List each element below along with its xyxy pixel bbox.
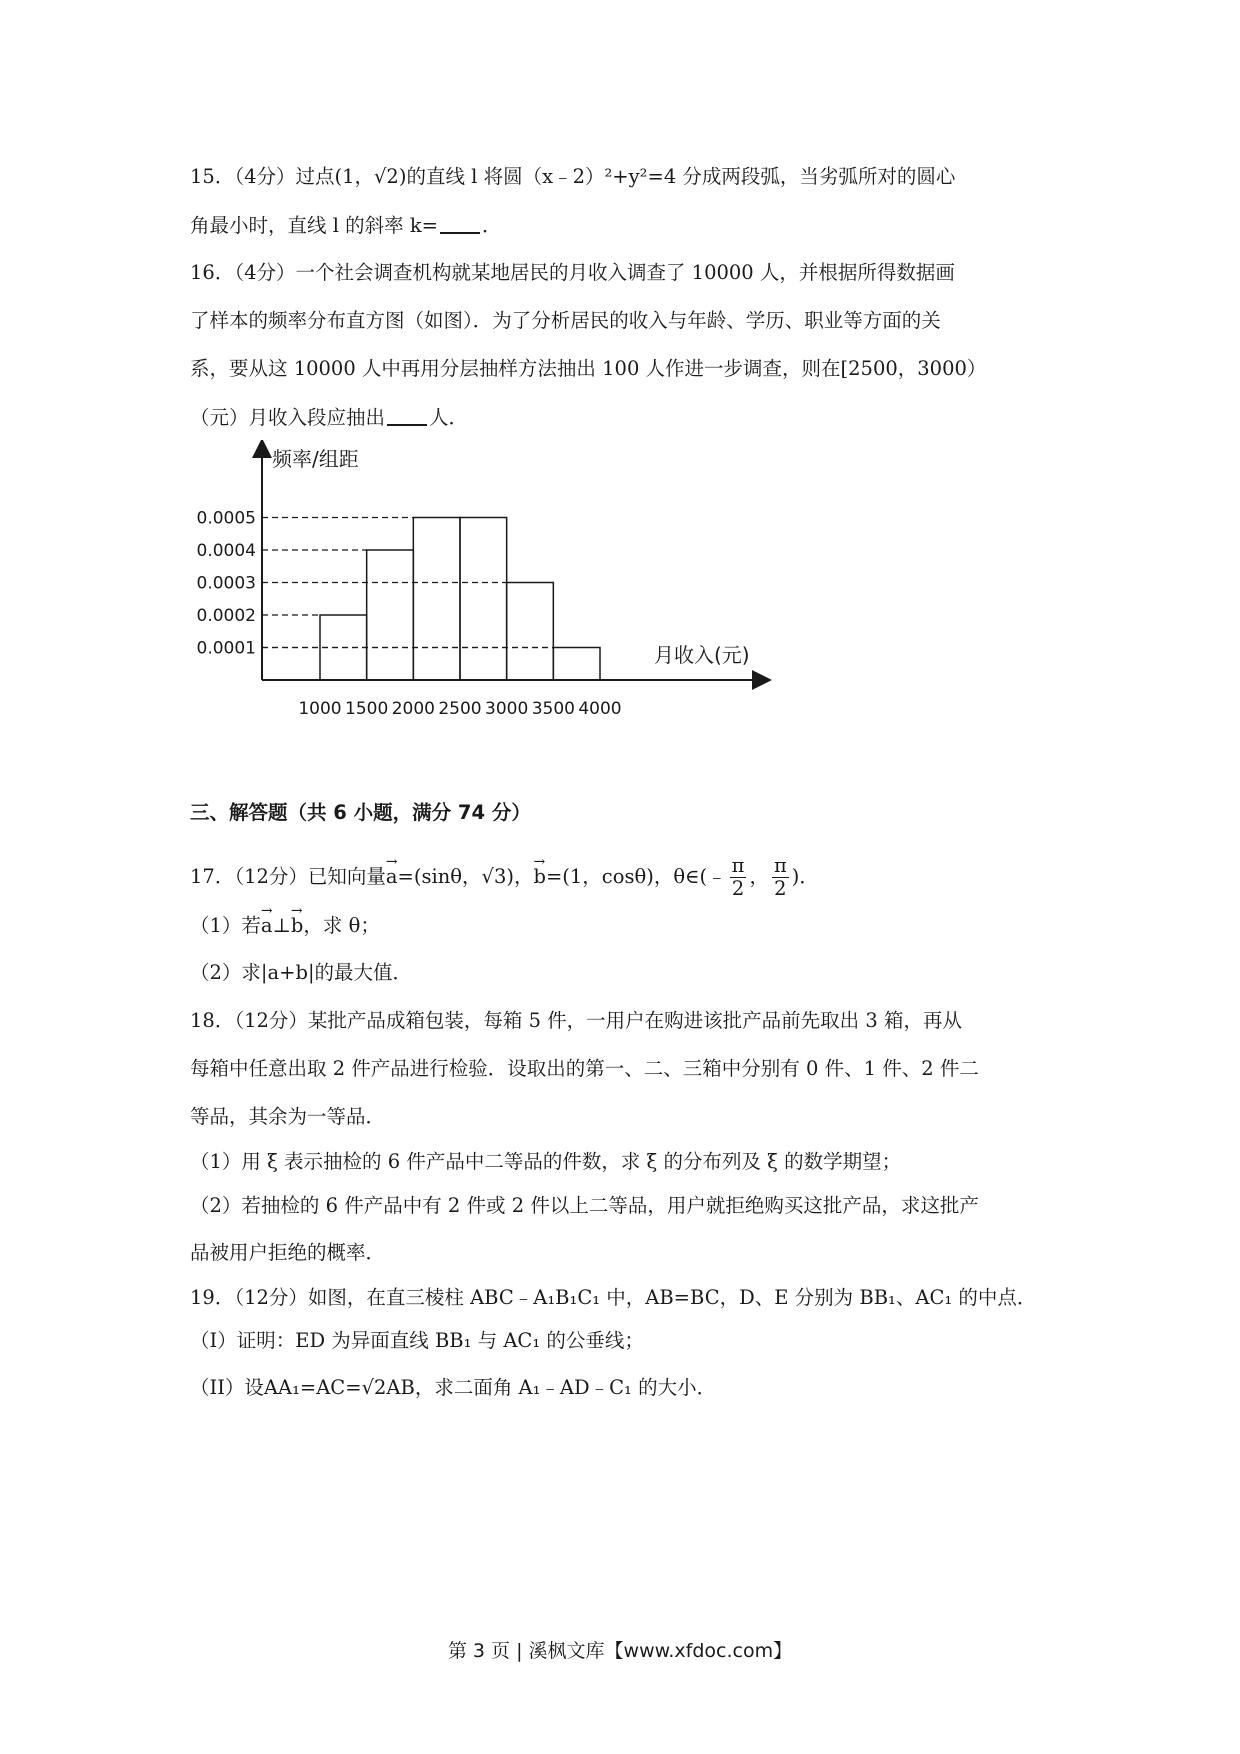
vector-sum-magnitude: |a+b|	[260, 961, 315, 984]
q17-part-2: （2）求|a+b|的最大值．	[190, 961, 413, 984]
vector-a: → a	[386, 864, 398, 890]
q16-line-2: 了样本的频率分布直方图（如图）．为了分析居民的收入与年龄、学历、职业等方面的关	[190, 309, 941, 332]
x-tick-label: 4000	[578, 699, 622, 719]
q16-line-3: 系，要从这 10000 人中再用分层抽样方法抽出 100 人作进一步调查，则在[2500，3000）	[190, 357, 987, 380]
histogram-bar	[553, 648, 600, 681]
vector-b: → b	[291, 913, 303, 939]
x-tick-label: 1500	[345, 699, 389, 719]
y-axis-label: 频率/组距	[272, 447, 359, 471]
histogram-bar	[413, 518, 460, 681]
q15-line-2: 角最小时，直线 l 的斜率 k= ．	[190, 214, 502, 237]
q17-line-1: 17．（12分）已知向量→ a=(sinθ，√3)，→ b=(1，cosθ)，θ∈(﹣ $\frac{\pi}{2}$ ， $\frac{\pi}{2}$ )．	[190, 855, 819, 900]
answer-blank	[387, 406, 427, 426]
y-tick-label: 0.0004	[196, 541, 256, 561]
answer-blank	[440, 214, 480, 234]
x-tick-label: 3500	[531, 699, 575, 719]
q19-part-1: （I）证明：ED 为异面直线 BB₁ 与 AC₁ 的公垂线；	[190, 1329, 644, 1352]
q18-part-1: （1）用 ξ 表示抽检的 6 件产品中二等品的件数，求 ξ 的分布列及 ξ 的数学期望；	[190, 1150, 902, 1173]
q19-part-2: （II）设AA₁=AC=√2AB，求二面角 A₁﹣AD﹣C₁ 的大小．	[190, 1376, 717, 1399]
fraction-pi-over-2: $\frac{\pi}{2}$	[773, 854, 787, 900]
page-footer: 第 3 页 | 溪枫文库【www.xfdoc.com】	[447, 1640, 793, 1662]
income-histogram	[180, 440, 780, 720]
fraction-pi-over-2: $\frac{\pi}{2}$	[731, 854, 745, 900]
q18-line-3: 等品，其余为一等品．	[190, 1105, 386, 1128]
x-tick-label: 2000	[391, 699, 435, 719]
histogram-bar	[367, 550, 414, 680]
q18-part-2b: 品被用户拒绝的概率．	[190, 1241, 386, 1264]
x-tick-label: 2500	[438, 699, 482, 719]
y-tick-label: 0.0001	[196, 638, 256, 659]
x-tick-label: 3000	[485, 699, 529, 719]
x-axis-label: 月收入(元)	[654, 643, 750, 667]
q15-line-1: 15．（4分）过点(1，√2)的直线 l 将圆（x﹣2）²+y²=4 分成两段弧，当劣弧所对的圆心	[190, 165, 956, 188]
histogram-bar	[460, 518, 507, 681]
y-tick-label: 0.0003	[196, 573, 256, 594]
q18-line-1: 18．（12分）某批产品成箱包装，每箱 5 件，一用户在购进该批产品前先取出 3 箱，再从	[190, 1009, 962, 1032]
q17-part-1: （1）若→ a⊥→ b，求 θ；	[190, 913, 380, 939]
q19-line-1: 19．（12分）如图，在直三棱柱 ABC﹣A₁B₁C₁ 中，AB=BC，D、E 分别为 BB₁、AC₁ 的中点．	[190, 1286, 1037, 1309]
vector-a: → a	[261, 913, 273, 939]
q18-part-2a: （2）若抽检的 6 件产品中有 2 件或 2 件以上二等品，用户就拒绝购买这批产品，求这批产	[190, 1194, 979, 1217]
y-tick-label: 0.0002	[196, 606, 256, 626]
x-tick-label: 1000	[298, 699, 342, 719]
q16-line-1: 16．（4分）一个社会调查机构就某地居民的月收入调查了 10000 人，并根据所得数据画	[190, 261, 955, 284]
vector-b: → b	[533, 864, 545, 890]
section-title: 三、解答题（共 6 小题，满分 74 分）	[190, 801, 531, 824]
q16-line-4: （元）月收入段应抽出 人．	[190, 406, 469, 429]
histogram-bar	[507, 583, 554, 681]
y-tick-label: 0.0005	[196, 508, 256, 529]
q18-line-2: 每箱中任意出取 2 件产品进行检验．设取出的第一、二、三箱中分别有 0 件、1 件、2 件二	[190, 1057, 979, 1080]
formula-aa1: AA₁=AC=√2AB	[263, 1376, 415, 1399]
